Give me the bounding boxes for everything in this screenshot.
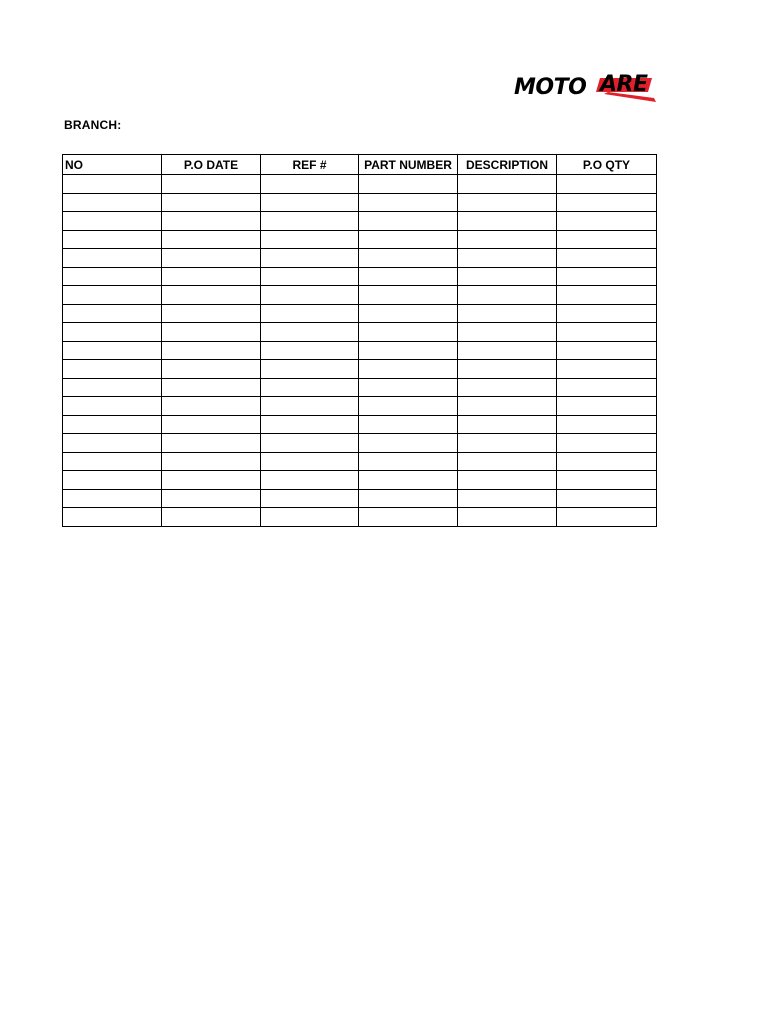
table-cell[interactable] [359,286,458,305]
table-cell[interactable] [162,230,261,249]
table-cell[interactable] [63,471,162,490]
table-cell[interactable] [63,415,162,434]
table-cell[interactable] [63,286,162,305]
table-cell[interactable] [557,397,657,416]
table-body [63,175,657,527]
motoare-logo-graphic [512,70,658,104]
table-header [63,155,657,175]
table-row [63,489,657,508]
table-row [63,212,657,231]
table-cell[interactable] [458,341,557,360]
table-cell[interactable] [162,489,261,508]
table-cell[interactable] [458,452,557,471]
table-cell[interactable] [162,415,261,434]
table-cell[interactable] [557,452,657,471]
table-cell[interactable] [458,212,557,231]
table-cell[interactable] [261,434,359,453]
table-cell[interactable] [261,452,359,471]
table-cell[interactable] [458,286,557,305]
table-cell[interactable] [359,452,458,471]
table-cell[interactable] [557,230,657,249]
table-cell[interactable] [63,267,162,286]
table-cell[interactable] [162,267,261,286]
table-cell[interactable] [63,304,162,323]
table-row [63,249,657,268]
table-cell[interactable] [63,434,162,453]
table-cell[interactable] [261,212,359,231]
table-cell[interactable] [557,323,657,342]
table-cell[interactable] [557,508,657,527]
table-cell[interactable] [162,304,261,323]
table-cell[interactable] [458,360,557,379]
logo-text-are: ARE [600,72,648,97]
purchase-order-table [62,154,657,527]
table-cell[interactable] [557,378,657,397]
table-cell[interactable] [557,212,657,231]
table-cell[interactable] [63,397,162,416]
table-cell[interactable] [359,267,458,286]
table-cell[interactable] [261,175,359,194]
table-cell[interactable] [162,341,261,360]
table-row [63,323,657,342]
table-row [63,286,657,305]
table-cell[interactable] [458,508,557,527]
table-cell[interactable] [557,434,657,453]
table-cell[interactable] [261,193,359,212]
branch-label: BRANCH: [64,118,122,132]
table-cell[interactable] [63,360,162,379]
table-cell[interactable] [162,397,261,416]
table-cell[interactable] [162,323,261,342]
table-row [63,341,657,360]
table-cell[interactable] [557,489,657,508]
column-header-po-date: P.O DATE [162,155,261,175]
table-cell[interactable] [557,415,657,434]
column-header-part-number: PART NUMBER [359,155,458,175]
table-cell[interactable] [359,378,458,397]
table-row [63,193,657,212]
table-row [63,508,657,527]
table-cell[interactable] [359,212,458,231]
table-cell[interactable] [162,452,261,471]
table-cell[interactable] [359,397,458,416]
table-cell[interactable] [261,508,359,527]
table-row [63,397,657,416]
table-row [63,304,657,323]
table-cell[interactable] [458,175,557,194]
table-cell[interactable] [359,508,458,527]
motoare-logo [512,70,658,104]
column-header-description: DESCRIPTION [458,155,557,175]
table-cell[interactable] [458,267,557,286]
table-row [63,230,657,249]
table-row [63,378,657,397]
table-cell[interactable] [162,193,261,212]
table-cell[interactable] [359,434,458,453]
table-cell[interactable] [557,267,657,286]
table-cell[interactable] [261,304,359,323]
table-cell[interactable] [63,489,162,508]
table-cell[interactable] [63,249,162,268]
table-cell[interactable] [557,175,657,194]
table-cell[interactable] [458,249,557,268]
column-header-ref: REF # [261,155,359,175]
table-cell[interactable] [261,230,359,249]
table-row [63,415,657,434]
table-cell[interactable] [557,286,657,305]
table-cell[interactable] [162,434,261,453]
table-cell[interactable] [458,230,557,249]
table-cell[interactable] [261,360,359,379]
table-cell[interactable] [162,212,261,231]
table-cell[interactable] [359,304,458,323]
table-cell[interactable] [63,193,162,212]
table-cell[interactable] [359,415,458,434]
table-cell[interactable] [261,397,359,416]
table-cell[interactable] [162,175,261,194]
table-cell[interactable] [63,323,162,342]
table-cell[interactable] [359,341,458,360]
table-cell[interactable] [359,323,458,342]
table-cell[interactable] [557,471,657,490]
table-cell[interactable] [261,267,359,286]
table-cell[interactable] [458,489,557,508]
table-row [63,175,657,194]
table-cell[interactable] [261,378,359,397]
table-cell[interactable] [458,434,557,453]
table-cell[interactable] [359,471,458,490]
table-cell[interactable] [359,193,458,212]
table-cell[interactable] [458,415,557,434]
table-cell[interactable] [261,286,359,305]
table-cell[interactable] [261,489,359,508]
table-cell[interactable] [359,175,458,194]
table-row [63,434,657,453]
table-cell[interactable] [557,249,657,268]
table-row [63,360,657,379]
table-cell[interactable] [458,193,557,212]
table-cell[interactable] [261,323,359,342]
table-cell[interactable] [63,341,162,360]
column-header-po-qty: P.O QTY [557,155,657,175]
table-cell[interactable] [261,471,359,490]
table-cell[interactable] [359,360,458,379]
table-cell[interactable] [458,323,557,342]
table-cell[interactable] [458,471,557,490]
table-cell[interactable] [557,341,657,360]
table-cell[interactable] [359,249,458,268]
table-cell[interactable] [458,397,557,416]
table-cell[interactable] [63,508,162,527]
table-cell[interactable] [63,230,162,249]
table-cell[interactable] [162,249,261,268]
table-cell[interactable] [359,230,458,249]
table-row [63,452,657,471]
table-cell[interactable] [557,304,657,323]
table-cell[interactable] [63,175,162,194]
table-row [63,267,657,286]
table-cell[interactable] [261,341,359,360]
table-cell[interactable] [162,286,261,305]
table-cell[interactable] [63,212,162,231]
column-header-no: NO [63,155,162,175]
table-cell[interactable] [261,415,359,434]
table-row [63,471,657,490]
table-cell[interactable] [458,304,557,323]
table-cell[interactable] [557,360,657,379]
table-cell[interactable] [261,249,359,268]
table-cell[interactable] [162,471,261,490]
logo-text-moto: MOTO [514,75,587,100]
table-header-row [63,155,657,175]
table-cell[interactable] [63,452,162,471]
table-cell[interactable] [162,378,261,397]
table-cell[interactable] [458,378,557,397]
table-cell[interactable] [557,193,657,212]
table-cell[interactable] [162,360,261,379]
table-cell[interactable] [63,378,162,397]
table-cell[interactable] [162,508,261,527]
table-cell[interactable] [359,489,458,508]
